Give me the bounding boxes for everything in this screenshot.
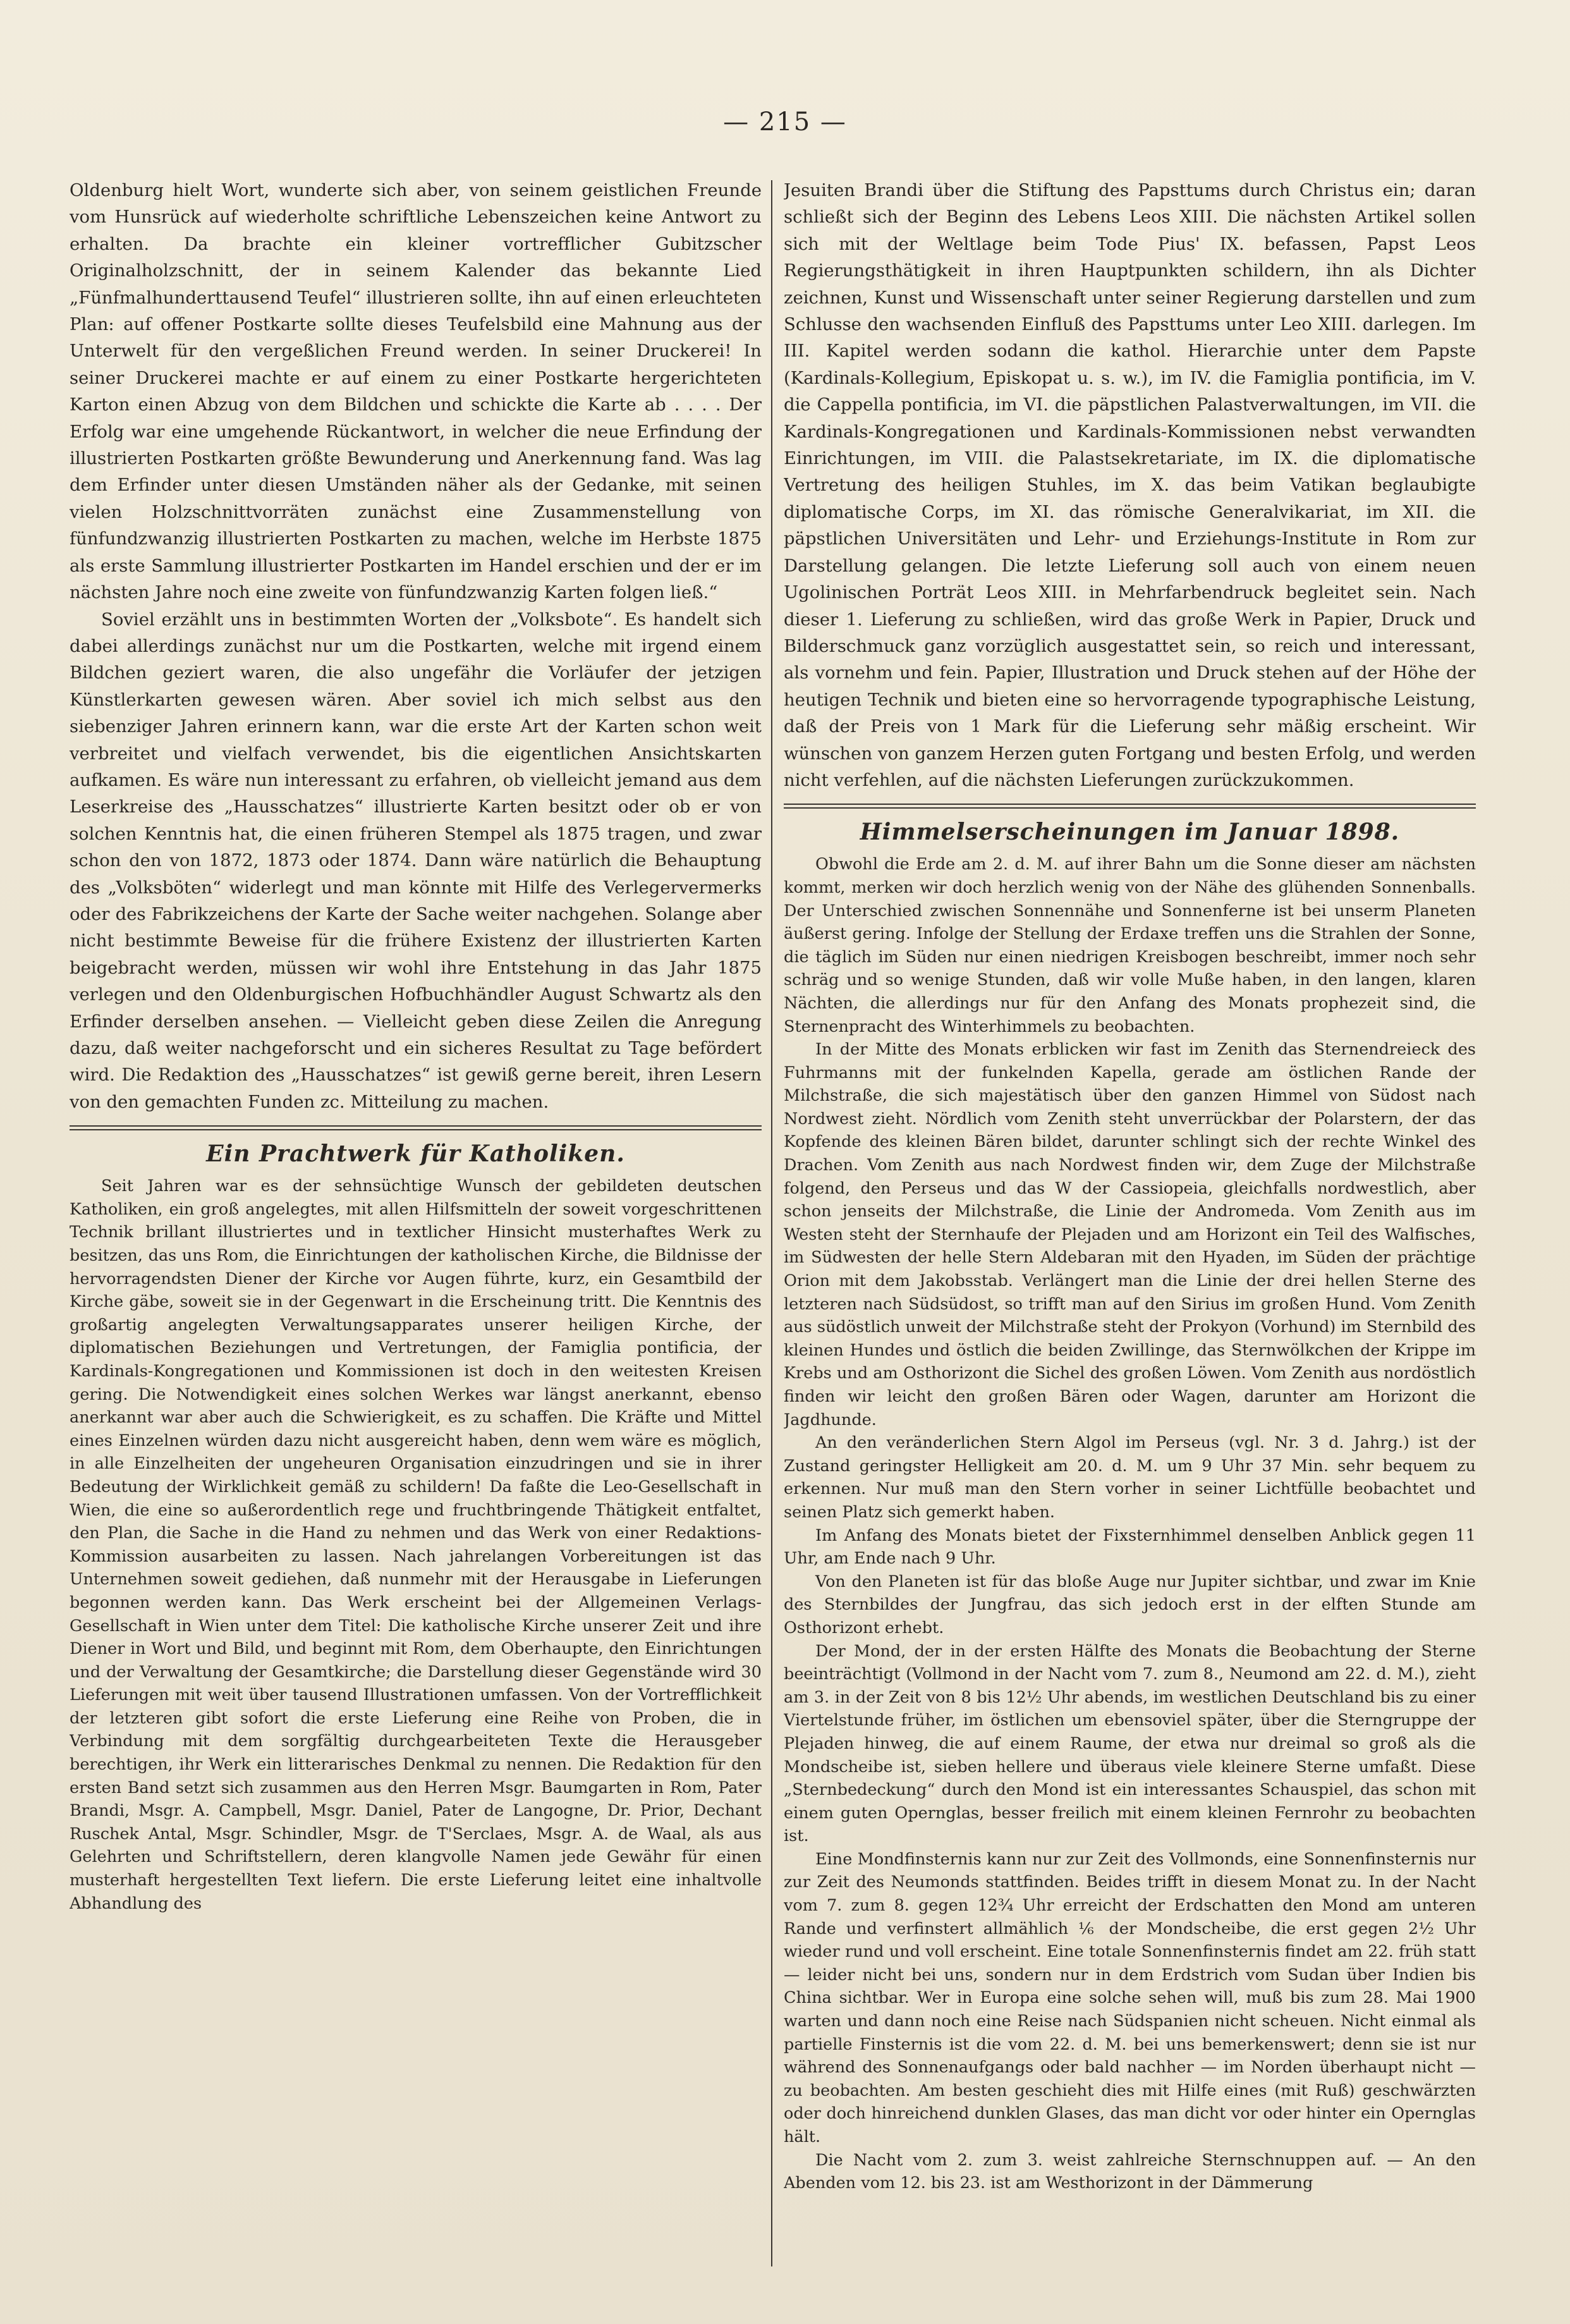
article-paragraph: Soviel erzählt uns in bestimmten Worten der „Volksbote“. Es handelt sich dabei allerdings zunächst nur um die Postkarten, welche mit irgend einem Bildchen geziert waren, die also ungefähr die Vorläufer der jetzigen Künstlerkarten gewesen wären. Aber soviel ich mich selbst aus den siebenziger Jahren erinnern kann, war die erste Art der Karten schon weit verbreitet und vielfach verwendet, bis die eigentlichen Ansichtskarten aufkamen. Es wäre nun interessant zu erfahren, ob vielleicht jemand aus dem Leserkreise des „Hausschatzes“ illustrierte Karten besitzt oder ob er von solchen Kenntnis hat, die einen früheren Stempel als 1875 tragen, und zwar schon den von 1872, 1873 oder 1874. Dann wäre natürlich die Behauptung des „Volksböten“ widerlegt und man könnte mit Hilfe des Verlegervermerks oder des Fabrikzeichens der Karte der Sache weiter nachgehen. Solange aber nicht bestimmte Beweise für die frühere Existenz der illustrierten Karten beigebracht werden, müssen wir wohl ihre Entstehung in das Jahr 1875 verlegen und den Oldenburgischen Hofbuchhändler August Schwartz als den Erfinder derselben ansehen. — Vielleicht geben diese Zeilen die Anregung dazu, daß weiter nachgeforscht und ein sicheres Resultat zu Tage befördert wird. Die Redaktion des „Hausschatzes“ ist gewiß gerne bereit, ihren Lesern von den gemachten Funden zc. Mitteilung zu machen. — [70, 609, 762, 1112]
article-paragraph: Der Mond, der in der ersten Hälfte des Monats die Beobachtung der Sterne beeinträchtigt (Vollmond in der Nacht vom 7. zum 8., Neumond am 22. d. M.), zieht am 3. in der Zeit von 8 bis 12½ Uhr abends, im westlichen Deutschland bis zu einer Viertelstunde früher, im östlichen um ebensoviel später, über die Sterngruppe der Plejaden hinweg, die auf einem Raume, der etwa nur dreimal so groß als die Mondscheibe ist, sieben hellere und überaus viele kleinere Sterne umfaßt. Diese „Sternbedeckung“ durch den Mond ist ein interessantes Schauspiel, das schon mit einem guten Opernglas, besser freilich mit einem kleinen Fernrohr zu beobachten ist. — [784, 1641, 1476, 1846]
page-number: — 215 — — [723, 107, 847, 137]
article-paragraph: Seit Jahren war es der sehnsüchtige Wunsch der gebildeten deutschen Katholiken, ein groß angelegtes, mit allen Hilfsmitteln der soweit vorgeschrittenen Technik brillant illustriertes und in textlicher Hinsicht musterhaftes Werk zu besitzen, das uns Rom, die Einrichtungen der katholischen Kirche, die Bildnisse der hervorragendsten Diener der Kirche vor Augen führte, kurz, ein Gesamtbild der Kirche gäbe, soweit sie in der Gegenwart in die Erscheinung tritt. Die Kenntnis des großartig angelegten Verwaltungsapparates unserer heiligen Kirche, der diplomatischen Beziehungen und Vertretungen, der Famiglia pontificia, der Kardinals-Kongregationen und Kommissionen ist doch in den weitesten Kreisen gering. Die Notwendigkeit eines solchen Werkes war längst anerkannt, ebenso anerkannt war aber auch die Schwierigkeit, es zu schaffen. Die Kräfte und Mittel eines Einzelnen würden dazu nicht ausgereicht haben, denn wem wäre es möglich, in alle Einzelheiten der ungeheuren Organisation einzudringen und sie in ihrer Bedeutung der Wirklichkeit gemäß zu schildern! Da faßte die Leo-Gesellschaft in Wien, die eine so außerordentlich rege und fruchtbringende Thätigkeit entfaltet, den Plan, die Sache in die Hand zu nehmen und das Werk von einer Redaktions-Kommission ausarbeiten zu lassen. Nach jahrelangen Vorbereitungen ist das Unternehmen soweit gediehen, daß nunmehr mit der Herausgabe in Lieferungen begonnen werden kann. Das Werk erscheint bei der Allgemeinen Verlags-Gesellschaft in Wien unter dem Titel: Die katholische Kirche unserer Zeit und ihre Diener in Wort und Bild, und beginnt mit Rom, dem Oberhaupte, den Einrichtungen und der Verwaltung der Gesamtkirche; die Darstellung dieser Gegenstände wird 30 Lieferungen mit weit über tausend Illustrationen umfassen. Von der Vortrefflichkeit der letzteren gibt sofort die erste Lieferung eine Reihe von Proben, die in Verbindung mit dem sorgfältig durchgearbeiteten Texte die Herausgeber berechtigen, ihr Werk ein litterarisches Denkmal zu nennen. Die Redaktion für den ersten Band setzt sich zusammen aus den Herren Msgr. Baumgarten in Rom, Pater Brandi, Msgr. A. Campbell, Msgr. Daniel, Pater de Langogne, Dr. Prior, Dechant Ruschek Antal, Msgr. Schindler, Msgr. de T'Serclaes, Msgr. A. de Waal, als aus Gelehrten und Schriftstellern, deren klangvolle Namen jede Gewähr für einen musterhaft hergestellten Text liefern. Die erste Lieferung leitet eine inhaltvolle Abhandlung des — [70, 1177, 762, 1913]
article-paragraph: Im Anfang des Monats bietet der Fixsternhimmel denselben Anblick gegen 11 Uhr, am Ende nach 9 Uhr. — [784, 1526, 1476, 1569]
article-paragraph: In der Mitte des Monats erblicken wir fast im Zenith das Sternendreieck des Fuhrmanns mit der funkelnden Kapella, gerade am östlichen Rande der Milchstraße, die sich majestätisch über den ganzen Himmel von Südost nach Nordwest zieht. Nördlich vom Zenith steht unverrückbar der Polarstern, der das Kopfende des kleinen Bären bildet, darunter schlingt sich der rechte Winkel des Drachen. Vom Zenith aus nach Nordwest finden wir, dem Zuge der Milchstraße folgend, den Perseus und das W der Cassiopeia, gleichfalls nordwestlich, aber schon jenseits der Milchstraße, die Linie der Andromeda. Vom Zenith aus im Westen steht der Sternhaufe der Plejaden und am Horizont ein Teil des Walfisches, im Südwesten der helle Stern Aldebaran mit den Hyaden, im Süden der prächtige Orion mit dem Jakobsstab. Verlängert man die Linie der drei hellen Sterne des letzteren nach Südsüdost, so trifft man auf den Sirius im großen Hund. Vom Zenith aus südöstlich unweit der Milchstraße steht der Prokyon (Vorhund) im Sternbild des kleinen Hundes und östlich die beiden Zwillinge, das Sternwölkchen der Krippe im Krebs und am Osthorizont die Sichel des großen Löwen. Vom Zenith aus nordöstlich finden wir leicht den großen Bären oder Wagen, darunter am Horizont die Jagdhunde. — [784, 1040, 1476, 1429]
section-title: Himmelserscheinungen im Januar 1898. — [860, 819, 1400, 846]
right-column — [784, 177, 1476, 2301]
article-paragraph: Obwohl die Erde am 2. d. M. auf ihrer Bahn um die Sonne dieser am nächsten kommt, merken wir doch herzlich wenig von der Nähe des glühenden Sonnenballs. Der Unterschied zwischen Sonnennähe und Sonnenferne ist bei unserm Planeten äußerst gering. Infolge der Stellung der Erdaxe treffen uns die Strahlen der Sonne, die täglich im Süden nur einen niedrigen Kreisbogen beschreibt, immer noch sehr schräg und so wenige Stunden, daß wir volle Muße haben, in den langen, klaren Nächten, die allerdings nur für den Anfang des Monats prophezeit sind, die Sternenpracht des Winterhimmels zu beobachten. — [784, 855, 1476, 1036]
article-paragraph: Die Nacht vom 2. zum 3. weist zahlreiche Sternschnuppen auf. — An den Abenden vom 12. bis 23. ist am Westhorizont in der Dämmerung — [784, 2150, 1476, 2193]
article-paragraph: Jesuiten Brandi über die Stiftung des Papsttums durch Christus ein; daran schließt sich der Beginn des Lebens Leos XIII. Die nächsten Artikel sollen sich mit der Weltlage beim Tode Pius' IX. befassen, Papst Leos Regierungsthätigkeit in ihren Hauptpunkten schildern, ihn als Dichter zeichnen, Kunst und Wissenschaft unter seiner Regierung darstellen und zum Schlusse den wachsenden Einfluß des Papsttums unter Leo XIII. darlegen. Im III. Kapitel werden sodann die kathol. Hierarchie unter dem Papste (Kardinals-Kollegium, Episkopat u. s. w.), im IV. die Famiglia pontificia, im V. die Cappella pontificia, im VI. die päpstlichen Palastverwaltungen, im VII. die Kardinals-Kongregationen und Kardinals-Kommissionen nebst verwandten Einrichtungen, im VIII. die Palastsekretariate, im IX. die diplomatische Vertretung des heiligen Stuhles, im X. das beim Vatikan beglaubigte diplomatische Corps, im XI. das römische Generalvikariat, im XII. die päpstlichen Universitäten und Lehr- und Erziehungs-Institute in Rom zur Darstellung gelangen. Die letzte Lieferung soll auch von einem neuen Ugolinischen Porträt Leos XIII. in Mehrfarbendruck begleitet sein. Nach dieser 1. Lieferung zu schließen, wird das große Werk in Papier, Druck und Bilderschmuck ganz vorzüglich ausgestattet sein, so reich und interessant, als vornehm und fein. Papier, Illustration und Druck stehen auf der Höhe der heutigen Technik und bieten eine so hervorragende typographische Leistung, daß der Preis von 1 Mark für die Lieferung sehr mäßig erscheint. Wir wünschen von ganzem Herzen guten Fortgang und besten Erfolg, und werden nicht verfehlen, auf die nächsten Lieferungen zurückzukommen. — [784, 180, 1476, 790]
article-paragraph: Von den Planeten ist für das bloße Auge nur Jupiter sichtbar, und zwar im Knie des Sternbildes der Jungfrau, das sich jedoch erst in der elften Stunde am Osthorizont erhebt. — [784, 1572, 1476, 1637]
column-divider — [771, 180, 772, 2266]
left-column — [70, 177, 762, 2301]
section-divider — [70, 1125, 762, 1130]
section-title: Ein Prachtwerk für Katholiken. — [206, 1141, 625, 1168]
section-divider — [784, 804, 1476, 809]
article-paragraph: Oldenburg hielt Wort, wunderte sich aber, von seinem geistlichen Freunde vom Hunsrück auf wiederholte schriftliche Lebenszeichen keine Antwort zu erhalten. Da brachte ein kleiner vortrefflicher Gubitzscher Originalholzschnitt, der in seinem Kalender das bekannte Lied „Fünfmalhunderttausend Teufel“ illustrieren sollte, ihn auf einen erleuchteten Plan: auf offener Postkarte sollte dieses Teufelsbild eine Mahnung aus der Unterwelt für den vergeßlichen Freund werden. In seiner Druckerei! In seiner Druckerei machte er auf einem zu einer Postkarte hergerichteten Karton einen Abzug von dem Bildchen und schickte die Karte ab . . . . Der Erfolg war eine umgehende Rückantwort, in welcher die neue Erfindung der illustrierten Postkarten größte Bewunderung und Anerkennung fand. Was lag dem Erfinder unter diesen Umständen näher als der Gedanke, mit seinen vielen Holzschnittvorräten zunächst eine Zusammenstellung von fünfundzwanzig illustrierten Postkarten zu machen, welche im Herbste 1875 als erste Sammlung illustrierter Postkarten im Handel erschien und der er im nächsten Jahre noch eine zweite von fünfundzwanzig Karten folgen ließ.“ — [70, 180, 762, 603]
article-paragraph: An den veränderlichen Stern Algol im Perseus (vgl. Nr. 3 d. Jahrg.) ist der Zustand geringster Helligkeit am 20. d. M. um 9 Uhr 37 Min. sehr bequem zu erkennen. Nur muß man den Stern vorher in seiner Lichtfülle beobachtet und seinen Platz sich gemerkt haben. — [784, 1433, 1476, 1522]
article-paragraph: Eine Mondfinsternis kann nur zur Zeit des Vollmonds, eine Sonnenfinsternis nur zur Zeit des Neumonds stattfinden. Beides trifft in diesem Monat zu. In der Nacht vom 7. zum 8. gegen 12¾ Uhr erreicht der Erdschatten den Mond am unteren Rande und verfinstert allmählich ⅙ der Mondscheibe, die erst gegen 2½ Uhr wieder rund und voll erscheint. Eine totale Sonnenfinsternis findet am 22. früh statt — leider nicht bei uns, sondern nur in dem Erdstrich vom Sudan über Indien bis China sichtbar. Wer in Europa eine solche sehen will, muß bis zum 28. Mai 1900 warten und dann noch eine Reise nach Südspanien nicht scheuen. Nicht einmal als partielle Finsternis ist die vom 22. d. M. bei uns bemerkenswert; denn sie ist nur während des Sonnenaufgangs oder bald nachher — im Norden überhaupt nicht — zu beobachten. Am besten geschieht dies mit Hilfe eines (mit Ruß) geschwärzten oder doch hinreichend dunklen Glases, das man dicht vor oder hinter ein Opernglas hält. — [784, 1849, 1476, 2146]
